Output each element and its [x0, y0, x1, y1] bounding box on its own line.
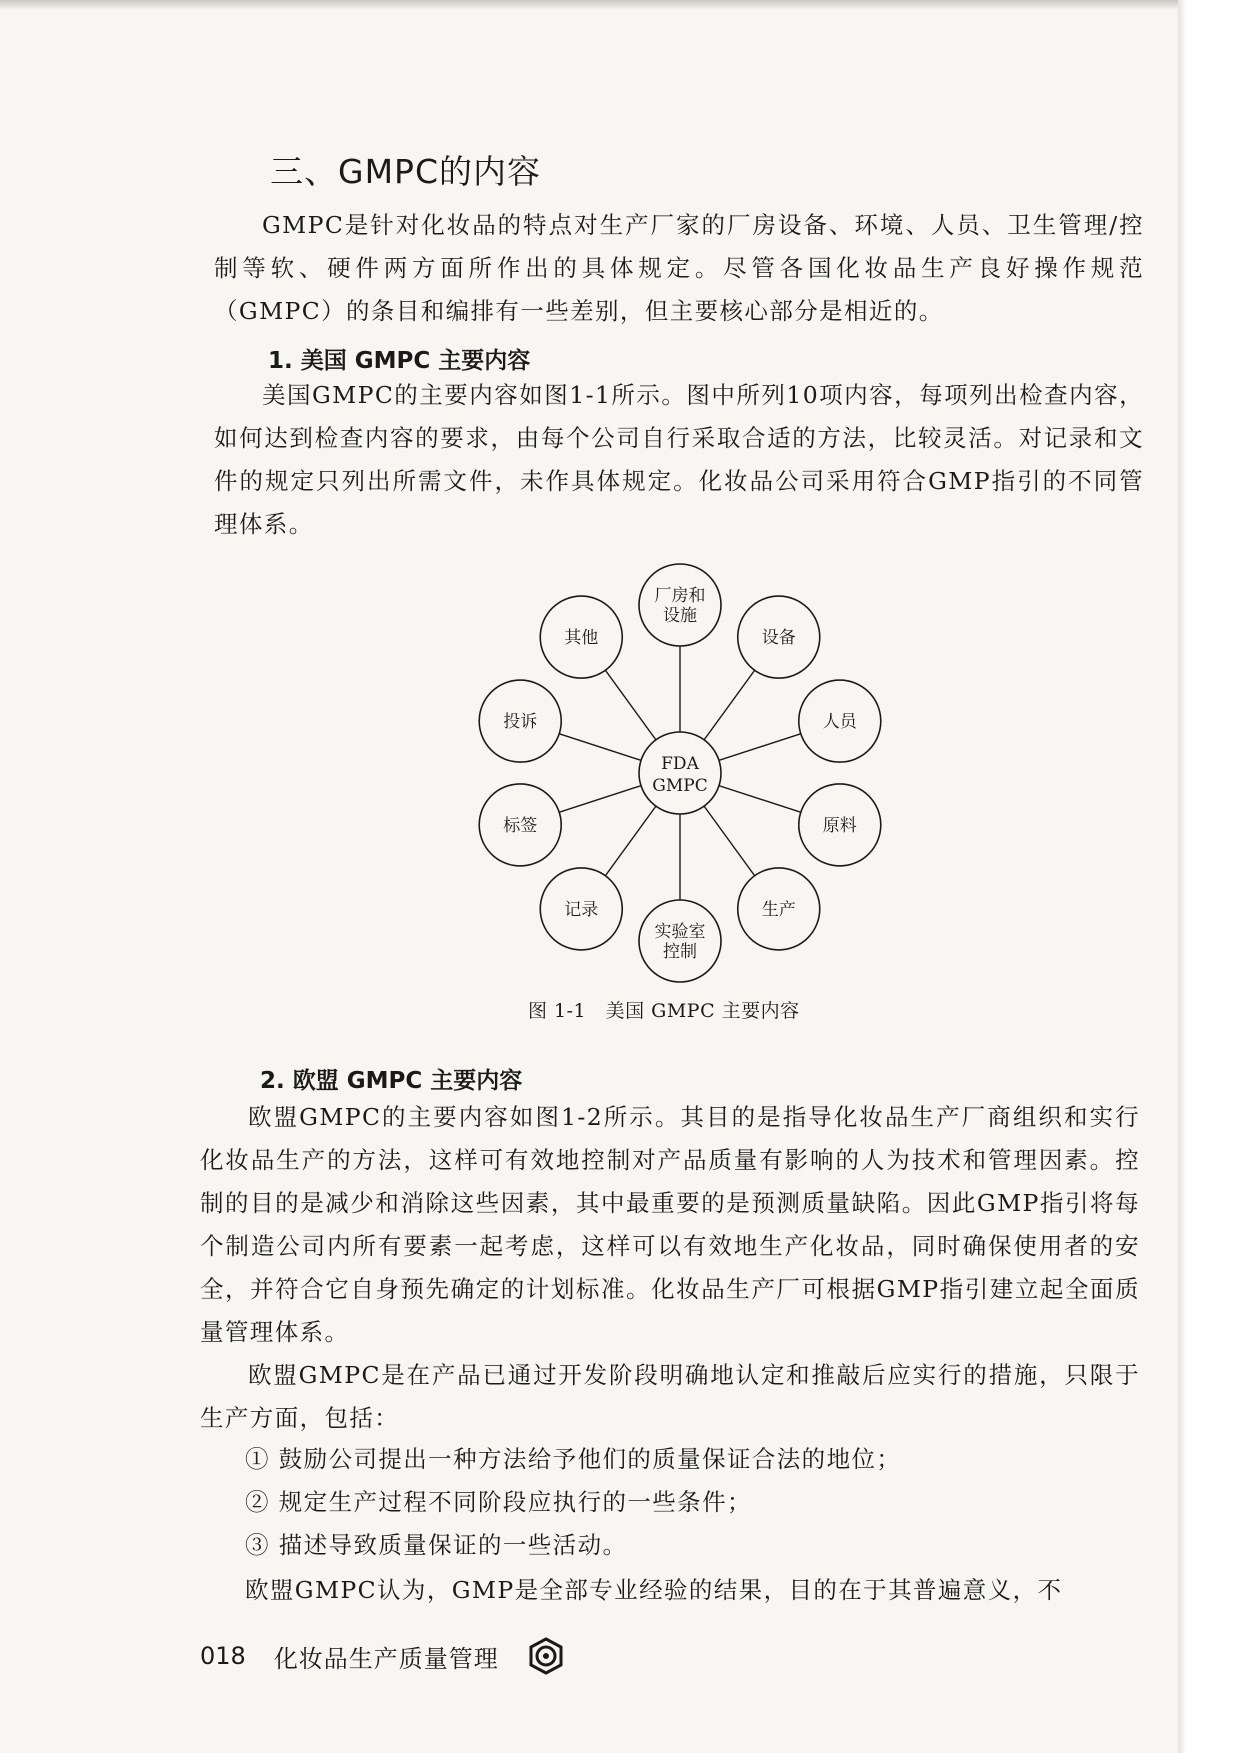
us-gmpc-paragraph: 美国GMPC的主要内容如图1-1所示。图中所列10项内容，每项列出检查内容，如何达到检查内容的要求，由每个公司自行采取合适的方法，比较灵活。对记录和文件的规定只列出所需文件，未作具体规定。化妆品公司采用符合GMP指引的不同管理体系。 [214, 381, 1144, 538]
diagram-node [799, 784, 881, 866]
diagram-center-label: GMPC [652, 776, 708, 796]
eu-gmpc-paragraph-3: 欧盟GMPC认为，GMP是全部专业经验的结果，目的在于其普遍意义，不 [245, 1576, 1063, 1604]
page-edge [1178, 0, 1186, 1753]
diagram-node-label: 标签 [503, 815, 538, 836]
diagram-center [639, 732, 721, 814]
eu-gmpc-heading: 2. 欧盟 GMPC 主要内容 [260, 1068, 523, 1094]
publisher-logo-icon [527, 1637, 565, 1675]
figure-caption: 图 1-1 美国 GMPC 主要内容 [528, 1000, 800, 1022]
diagram-node-label: 生产 [761, 899, 796, 920]
diagram-node-label: 设备 [761, 628, 796, 649]
diagram-node [738, 868, 820, 950]
diagram-node [799, 680, 881, 762]
diagram-node [540, 868, 622, 950]
section-title: 三、GMPC的内容 [270, 152, 541, 191]
intro-paragraph: GMPC是针对化妆品的特点对生产厂家的厂房设备、环境、人员、卫生管理/控制等软、硬件两方面所作出的具体规定。尽管各国化妆品生产良好操作规范（GMPC）的条目和编排有一些差别，但主要核心部分是相近的。 [214, 211, 1144, 325]
eu-list-item-1: ① 鼓励公司提出一种方法给予他们的质量保证合法的地位； [245, 1445, 902, 1473]
diagram-node-label: 厂房和 [654, 586, 706, 606]
page-number: 018 [200, 1642, 246, 1670]
diagram-center-label: FDA [661, 754, 699, 774]
diagram-node-label: 记录 [564, 899, 599, 920]
eu-list-item-2: ② 规定生产过程不同阶段应执行的一些条件； [245, 1488, 752, 1516]
diagram-node-label: 其他 [564, 628, 599, 649]
diagram-node-label: 人员 [822, 712, 857, 733]
diagram-node-label: 控制 [663, 942, 697, 962]
eu-list-item-3: ③ 描述导致质量保证的一些活动。 [245, 1531, 628, 1559]
diagram-node-label: 原料 [822, 815, 857, 836]
diagram-node [738, 596, 820, 678]
us-gmpc-heading: 1. 美国 GMPC 主要内容 [268, 348, 531, 374]
page-footer [200, 1637, 565, 1675]
diagram-node [639, 900, 721, 982]
eu-gmpc-paragraph-1: 欧盟GMPC的主要内容如图1-2所示。其目的是指导化妆品生产厂商组织和实行化妆品生产的方法，这样可有效地控制对产品质量有影响的人为技术和管理因素。控制的目的是减少和消除这些因素，其中最重要的是预测质量缺陷。因此GMP指引将每个制造公司内所有要素一起考虑，这样可以有效地生产化妆品，同时确保使用者的安全，并符合它自身预先确定的计划标准。化妆品生产厂可根据GMP指引建立起全面质量管理体系。 [200, 1103, 1140, 1346]
eu-gmpc-paragraph-2: 欧盟GMPC是在产品已通过开发阶段明确地认定和推敲后应实行的措施，只限于生产方面，包括： [200, 1361, 1140, 1432]
page-top-shadow [0, 0, 1184, 10]
book-title: 化妆品生产质量管理 [273, 1644, 499, 1673]
diagram-node [639, 564, 721, 646]
diagram-node-label: 投诉 [503, 712, 538, 733]
diagram-node [479, 680, 561, 762]
diagram-node [479, 784, 561, 866]
fda-gmpc-diagram [470, 563, 890, 983]
diagram-node-label: 实验室 [654, 922, 706, 942]
diagram-node [540, 596, 622, 678]
diagram-node-label: 设施 [663, 606, 697, 626]
